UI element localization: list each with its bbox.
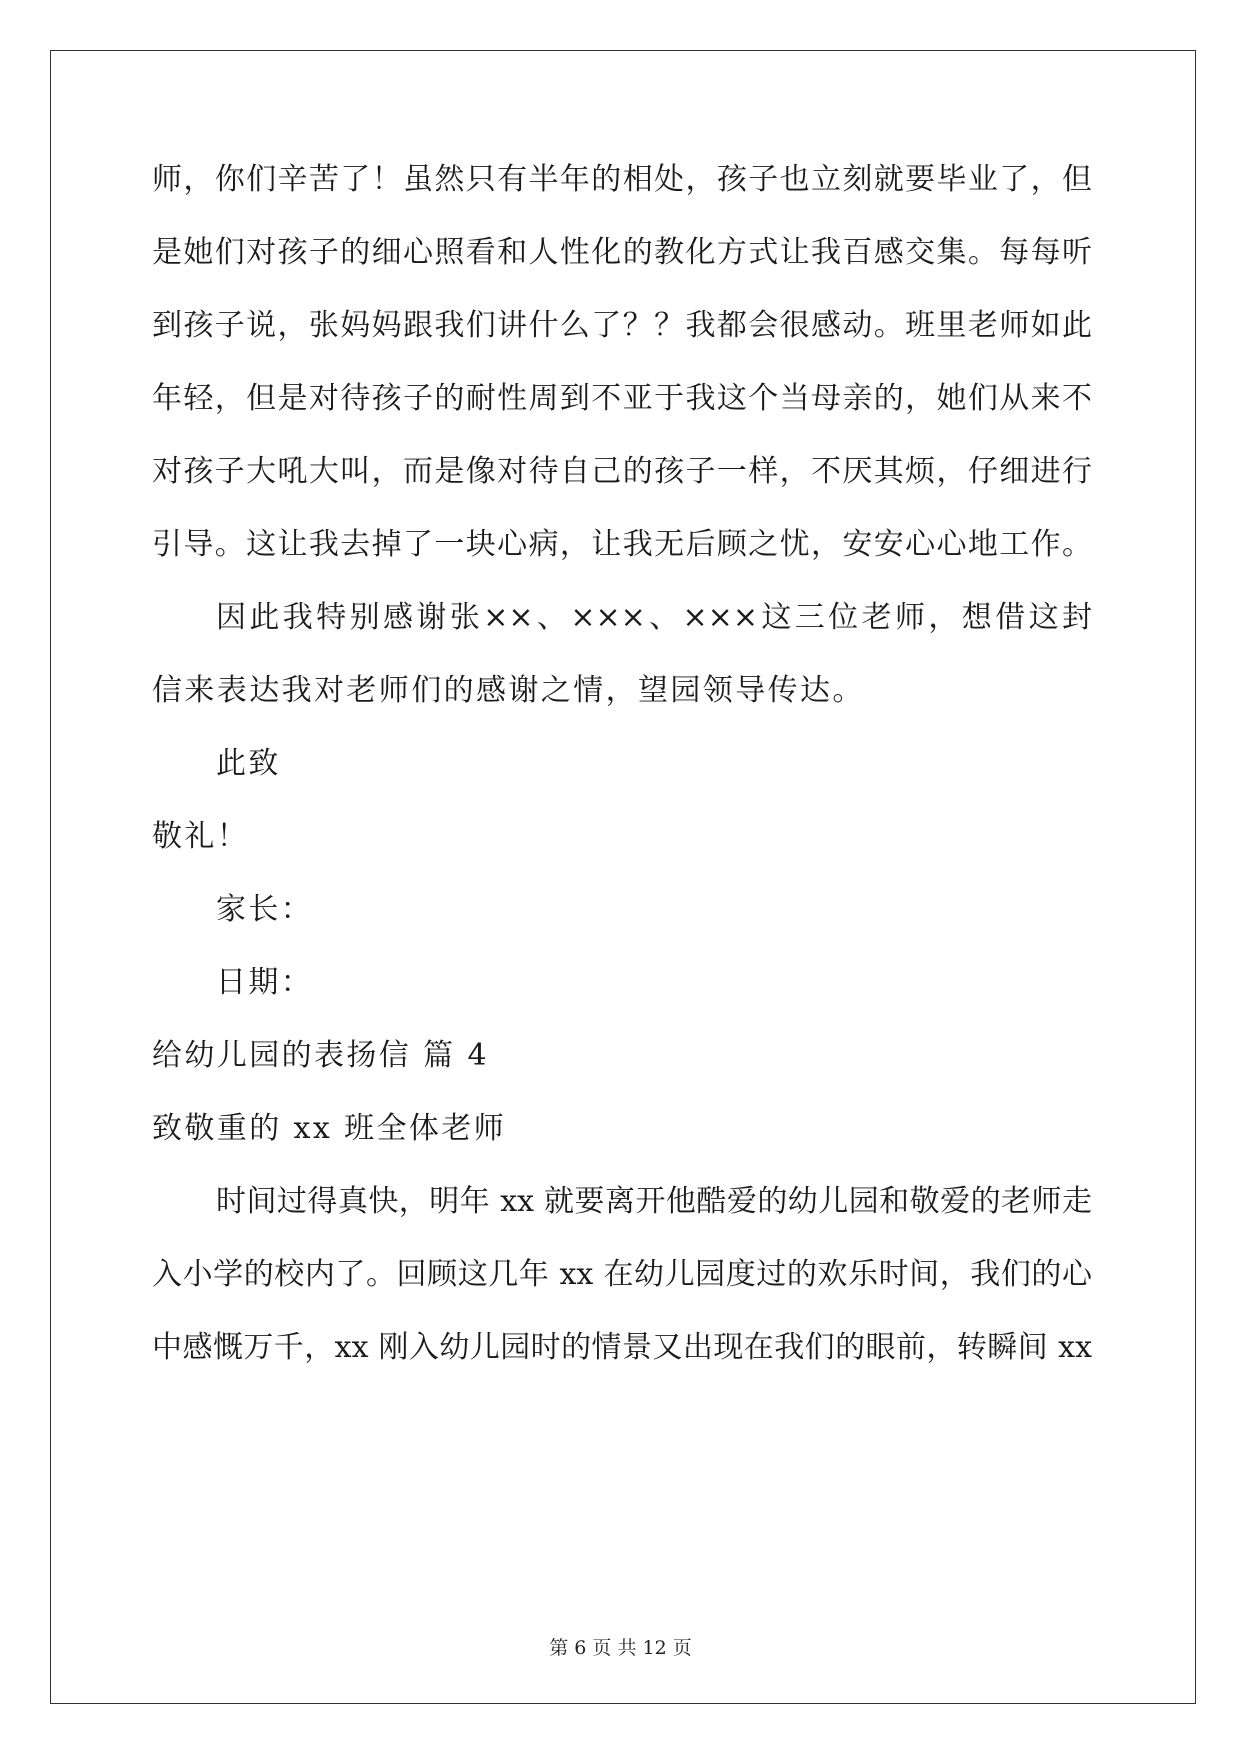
paragraph-line-15: 时间过得真快，明年 xx 就要离开他酷爱的幼儿园和敬爱的老师走 — [216, 1184, 1092, 1219]
paragraph-line-4: 年轻，但是对待孩子的耐性周到不亚于我这个当母亲的，她们从来不 — [152, 381, 1092, 416]
paragraph-line-17: 中感慨万千，xx 刚入幼儿园时的情景又出现在我们的眼前，转瞬间 xx — [152, 1330, 1092, 1365]
signature-date: 日期： — [216, 965, 314, 1000]
paragraph-line-3: 到孩子说，张妈妈跟我们讲什么了？？我都会很感动。班里老师如此 — [152, 308, 1092, 343]
paragraph-line-2: 是她们对孩子的细心照看和人性化的教化方式让我百感交集。每每听 — [152, 235, 1092, 270]
paragraph-line-1: 师，你们辛苦了！虽然只有半年的相处，孩子也立刻就要毕业了，但 — [152, 162, 1092, 197]
signature-parent: 家长： — [216, 892, 314, 927]
paragraph-line-5: 对孩子大吼大叫，而是像对待自己的孩子一样，不厌其烦，仔细进行 — [152, 454, 1092, 489]
section-heading: 给幼儿园的表扬信 篇 4 — [152, 1038, 489, 1073]
closing-regards: 敬礼！ — [152, 819, 250, 854]
paragraph-line-7: 因此我特别感谢张××、×××、×××这三位老师，想借这封 — [216, 600, 1092, 635]
letter-greeting: 致敬重的 xx 班全体老师 — [152, 1111, 507, 1146]
page-number-footer: 第 6 页 共 12 页 — [549, 1637, 692, 1659]
paragraph-line-8: 信来表达我对老师们的感谢之情，望园领导传达。 — [152, 673, 865, 708]
page-border — [50, 50, 1196, 1704]
paragraph-line-6: 引导。这让我去掉了一块心病，让我无后顾之忧，安安心心地工作。 — [152, 527, 1092, 562]
paragraph-line-16: 入小学的校内了。回顾这几年 xx 在幼儿园度过的欢乐时间，我们的心 — [152, 1257, 1092, 1292]
closing-salutation: 此致 — [216, 746, 281, 781]
